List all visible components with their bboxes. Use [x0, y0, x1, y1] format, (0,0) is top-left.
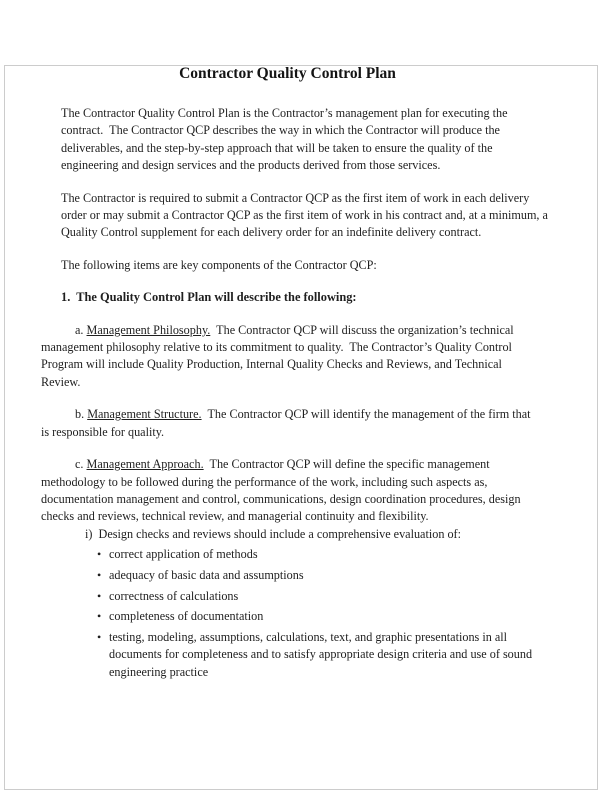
bullet-icon: •: [97, 588, 102, 603]
list-item: [97, 567, 540, 584]
list-item: [97, 546, 540, 563]
bullet-text: correctness of calculations: [109, 588, 239, 603]
list-item: [97, 588, 540, 605]
list-item: [97, 629, 540, 681]
item-a-label: a.: [75, 322, 87, 337]
key-components-paragraph: The following items are key components of the Contractor QCP:: [61, 257, 377, 272]
sublist-intro: i) Design checks and reviews should include a comprehensive evaluation of:: [85, 526, 462, 541]
item-b-body: The Contractor QCP will identify the management of the firm that is responsible for quality.: [41, 407, 534, 439]
item-b-management-structure: [41, 406, 540, 441]
section-1-heading: 1. The Quality Control Plan will describe the following:: [61, 290, 357, 305]
document-page: [0, 64, 600, 794]
page-title: Contractor Quality Control Plan: [179, 65, 396, 82]
document-content: [0, 64, 600, 681]
bullet-icon: •: [97, 629, 102, 644]
bullet-icon: •: [97, 547, 102, 562]
bullet-text: correct application of methods: [109, 547, 258, 562]
bullet-text: testing, modeling, assumptions, calculations, text, and graphic presentations in all documents for completeness and to satisfy appropriate design criteria and use of sound engineering practice: [109, 629, 536, 679]
evaluation-bullet-list: [97, 546, 540, 681]
item-a-body: The Contractor QCP will discuss the organization’s technical management philosophy relative to its commitment to quality. The Contractor’s Quality Control Program will include Quality Production, Internal Quality Checks and Reviews, and Technical Review.: [41, 322, 517, 389]
item-b-heading: Management Structure.: [87, 407, 202, 422]
item-b-label: b.: [75, 407, 88, 422]
intro-paragraph-2: The Contractor is required to submit a Contractor QCP as the first item of work in each delivery order or may submit a Contractor QCP as the first item of work in his contract and, at a minimum, a Quality Control supplement for each delivery order for an indefinite delivery contract.: [61, 190, 551, 240]
bullet-text: adequacy of basic data and assumptions: [109, 567, 304, 582]
item-c-management-approach: [41, 456, 540, 526]
bullet-icon: •: [97, 609, 102, 624]
item-a-heading: Management Philosophy.: [86, 322, 211, 337]
item-c-body: The Contractor QCP will define the specific management methodology to be followed during the performance of the work, including such aspects as, documentation management and control, communications, design coordination procedures, design checks and reviews, technical review, and managerial continuity and flexibility.: [41, 457, 524, 524]
item-c-label: c.: [75, 457, 87, 472]
bullet-icon: •: [97, 567, 102, 582]
bullet-text: completeness of documentation: [109, 609, 264, 624]
item-c-heading: Management Approach.: [86, 457, 204, 472]
intro-paragraph-1: The Contractor Quality Control Plan is the Contractor’s management plan for executing the contract. The Contractor QCP describes the way in which the Contractor will produce the deliverables, and the step-by-step approach that will be taken to ensure the quality of the engineering and design services and the products derived from those services.: [61, 106, 511, 173]
list-item: [97, 608, 540, 625]
item-a-management-philosophy: [41, 322, 540, 392]
